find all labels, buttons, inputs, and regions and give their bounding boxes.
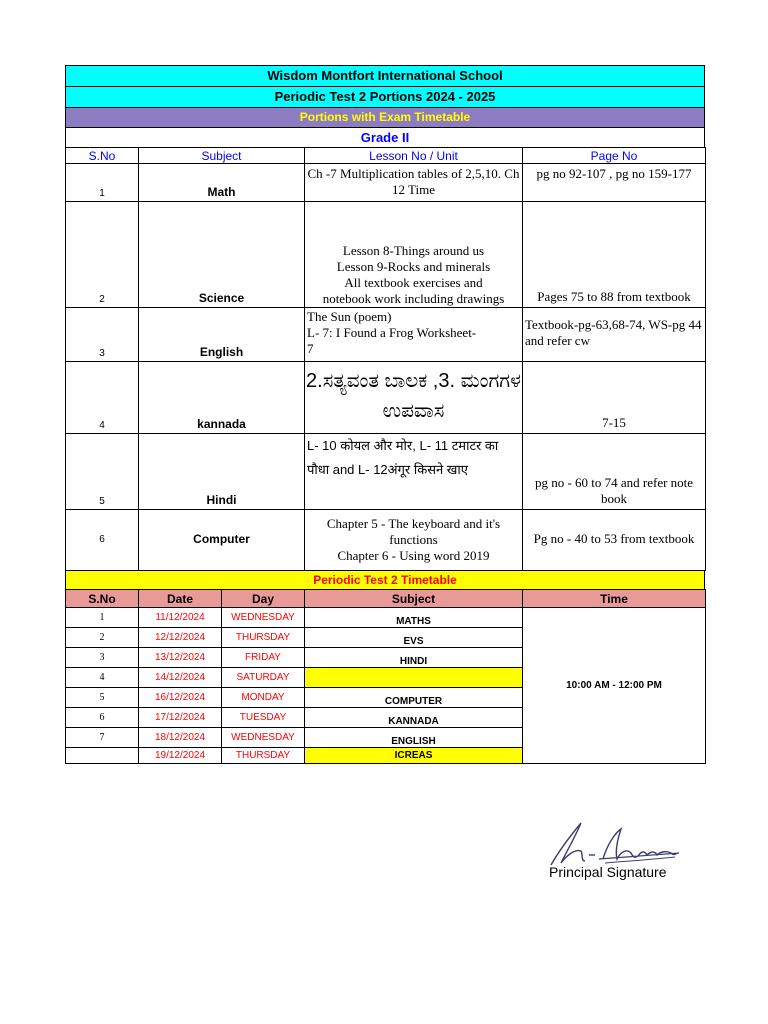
portions-table (65, 147, 706, 571)
row-subject: kannada (139, 362, 305, 434)
tt-sno: 2 (66, 628, 139, 648)
lesson-line: functions (389, 532, 438, 547)
tt-day: SATURDAY (222, 668, 305, 688)
tt-subject: MATHS (305, 608, 523, 628)
table-row (66, 202, 706, 308)
row-sno: 1 (66, 164, 139, 202)
tt-col-day: Day (222, 590, 305, 608)
tt-date: 17/12/2024 (139, 708, 222, 728)
col-lesson: Lesson No / Unit (305, 148, 523, 164)
row-sno: 4 (66, 362, 139, 434)
test-title: Periodic Test 2 Portions 2024 - 2025 (65, 86, 705, 107)
lesson-line: notebook work including drawings (322, 291, 505, 306)
tt-day: WEDNESDAY (222, 608, 305, 628)
table-row (66, 510, 706, 571)
subtitle-band: Portions with Exam Timetable (65, 107, 705, 127)
row-subject: Computer (139, 510, 305, 571)
tt-subject: EVS (305, 628, 523, 648)
tt-col-subject: Subject (305, 590, 523, 608)
tt-sno: 3 (66, 648, 139, 668)
school-name: Wisdom Montfort International School (65, 65, 705, 86)
table-row (66, 164, 706, 202)
row-lesson: 2.ಸತ್ಯವಂತ ಬಾಲಕ ,3. ಮಂಗಗಳ ಉಪವಾಸ (305, 362, 523, 434)
row-sno: 6 (66, 510, 139, 571)
tt-sno: 7 (66, 728, 139, 748)
row-page: pg no 92-107 , pg no 159-177 (523, 164, 706, 202)
row-lesson (305, 510, 523, 571)
lesson-line: 7 (307, 341, 314, 356)
lesson-line: Lesson 8-Things around us (342, 243, 485, 258)
tt-col-time: Time (523, 590, 706, 608)
tt-day: THURSDAY (222, 748, 305, 764)
row-subject: Science (139, 202, 305, 308)
tt-col-sno: S.No (66, 590, 139, 608)
timetable-title: Periodic Test 2 Timetable (65, 571, 705, 589)
row-subject: Math (139, 164, 305, 202)
principal-signature-image (545, 815, 685, 867)
tt-date: 14/12/2024 (139, 668, 222, 688)
tt-sno: 1 (66, 608, 139, 628)
row-lesson: Ch -7 Multiplication tables of 2,5,10. Ch 12 Time (305, 164, 523, 202)
tt-date: 11/12/2024 (139, 608, 222, 628)
col-subject: Subject (139, 148, 305, 164)
row-sno: 2 (66, 202, 139, 308)
tt-subject: ENGLISH (305, 728, 523, 748)
lesson-line: Chapter 5 - The keyboard and it's (326, 516, 501, 531)
table-row (66, 608, 706, 628)
tt-date: 12/12/2024 (139, 628, 222, 648)
lesson-line: Chapter 6 - Using word 2019 (337, 548, 490, 563)
row-lesson: L- 10 कोयल और मोर, L- 11 टमाटर का पौधा and L- 12अंगूर किसने खाए (305, 434, 523, 510)
table-row (66, 362, 706, 434)
table-row (66, 308, 706, 362)
col-page: Page No (523, 148, 706, 164)
tt-subject: HINDI (305, 648, 523, 668)
tt-col-date: Date (139, 590, 222, 608)
lesson-line: L- 7: I Found a Frog Worksheet- (307, 325, 477, 340)
row-lesson (305, 202, 523, 308)
exam-time: 10:00 AM - 12:00 PM (523, 608, 706, 764)
tt-sno: 4 (66, 668, 139, 688)
tt-day: TUESDAY (222, 708, 305, 728)
tt-sno: 5 (66, 688, 139, 708)
tt-subject: COMPUTER (305, 688, 523, 708)
table-row (66, 434, 706, 510)
grade-label: Grade II (65, 127, 705, 147)
tt-subject (305, 668, 523, 688)
lesson-line: The Sun (poem) (307, 309, 392, 324)
row-subject: English (139, 308, 305, 362)
row-page: Pages 75 to 88 from textbook (523, 202, 706, 308)
tt-sno (66, 748, 139, 764)
row-sno: 3 (66, 308, 139, 362)
row-page: pg no - 60 to 74 and refer note book (523, 434, 706, 510)
tt-day: WEDNESDAY (222, 728, 305, 748)
tt-day: FRIDAY (222, 648, 305, 668)
timetable-table (65, 589, 706, 764)
tt-sno: 6 (66, 708, 139, 728)
tt-date: 19/12/2024 (139, 748, 222, 764)
lesson-line: Lesson 9-Rocks and minerals (336, 259, 491, 274)
lesson-line: All textbook exercises and (344, 275, 483, 290)
document (65, 65, 705, 764)
tt-subject: KANNADA (305, 708, 523, 728)
row-page: Pg no - 40 to 53 from textbook (523, 510, 706, 571)
col-sno: S.No (66, 148, 139, 164)
tt-subject: ICREAS (305, 748, 523, 764)
row-lesson (305, 308, 523, 362)
row-subject: Hindi (139, 434, 305, 510)
tt-day: MONDAY (222, 688, 305, 708)
portions-header-row (66, 148, 706, 164)
tt-day: THURSDAY (222, 628, 305, 648)
tt-date: 16/12/2024 (139, 688, 222, 708)
row-page: 7-15 (523, 362, 706, 434)
row-sno: 5 (66, 434, 139, 510)
row-page: Textbook-pg-63,68-74, WS-pg 44 and refer cw (523, 308, 706, 362)
timetable-header-row (66, 590, 706, 608)
tt-date: 13/12/2024 (139, 648, 222, 668)
tt-date: 18/12/2024 (139, 728, 222, 748)
signature-label: Principal Signature (549, 864, 667, 880)
